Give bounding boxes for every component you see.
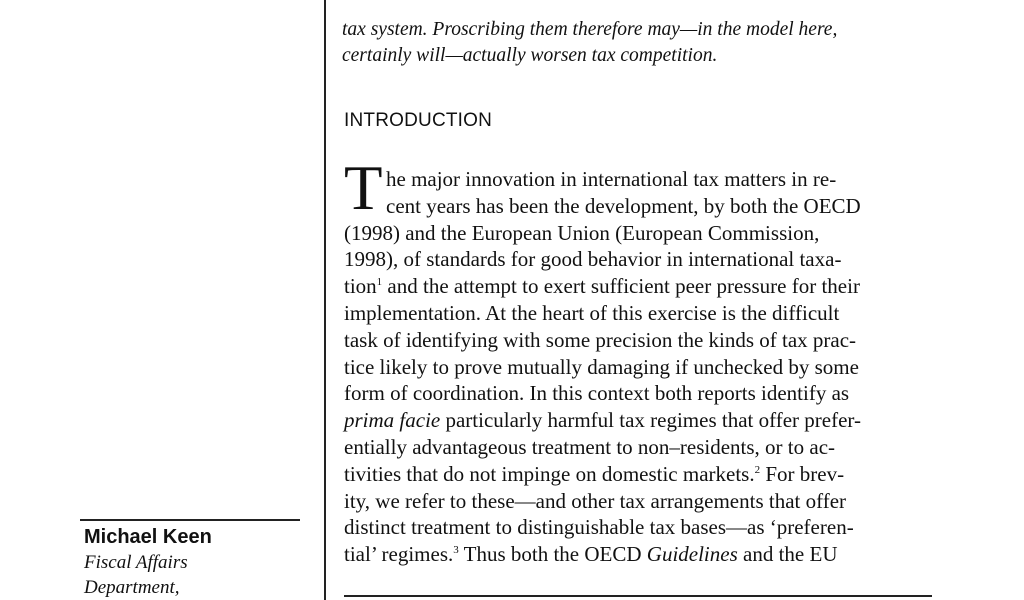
paragraph-line: tivities that do not impinge on domestic markets.$^2$ For brev-	[344, 461, 845, 486]
column-divider	[324, 0, 326, 600]
abstract	[342, 0, 932, 69]
drop-cap: T	[344, 153, 383, 223]
footnote-marker: 1	[376, 276, 383, 289]
paragraph-line: prima facie particularly harmful tax regimes that offer prefer-	[344, 408, 861, 433]
author-affiliation-line-1: Fiscal Affairs	[84, 552, 188, 573]
paragraph-line: cent years has been the development, by both the OECD	[386, 193, 861, 218]
paragraph-line: form of coordination. In this context both reports identify as	[344, 381, 850, 406]
footnote-rule	[344, 595, 932, 597]
paragraph-line: (1998) and the European Union (European Commission,	[344, 220, 820, 245]
paragraph-line: he major innovation in international tax matters in re-	[386, 167, 837, 191]
section-heading: INTRODUCTION	[344, 110, 493, 131]
paragraph-line: entially advantageous treatment to non–residents, or to ac-	[344, 434, 836, 459]
paragraph-line: 1998), of standards for good behavior in international taxa-	[344, 247, 842, 272]
paragraph-line: task of identifying with some precision the kinds of tax prac-	[344, 327, 857, 352]
footnote-marker: 2	[754, 463, 761, 476]
body-paragraph	[344, 166, 932, 568]
author-rule	[80, 519, 300, 521]
footnote-marker: 3	[453, 544, 459, 557]
paragraph-line: distinct treatment to distinguishable tax bases—as ‘preferen-	[344, 515, 854, 540]
paragraph-line: tice likely to prove mutually damaging if unchecked by some	[344, 354, 859, 379]
author-affiliation-line-2: Department,	[84, 577, 180, 598]
paragraph-line: tial’ regimes.$^3$ Thus both the OECD Guidelines and the EU	[344, 542, 838, 567]
abstract-line: certainly will—actually worsen tax competition.	[342, 45, 718, 66]
paragraph-line: ity, we refer to these—and other tax arrangements that offer	[344, 488, 847, 513]
abstract-line: tax system. Proscribing them therefore may—in the model here,	[342, 19, 838, 40]
paragraph-line: implementation. At the heart of this exercise is the difficult	[344, 300, 840, 325]
paragraph-line: tion$^1$ and the attempt to exert sufficient peer pressure for their	[344, 274, 860, 299]
author-name: Michael Keen	[84, 526, 212, 548]
